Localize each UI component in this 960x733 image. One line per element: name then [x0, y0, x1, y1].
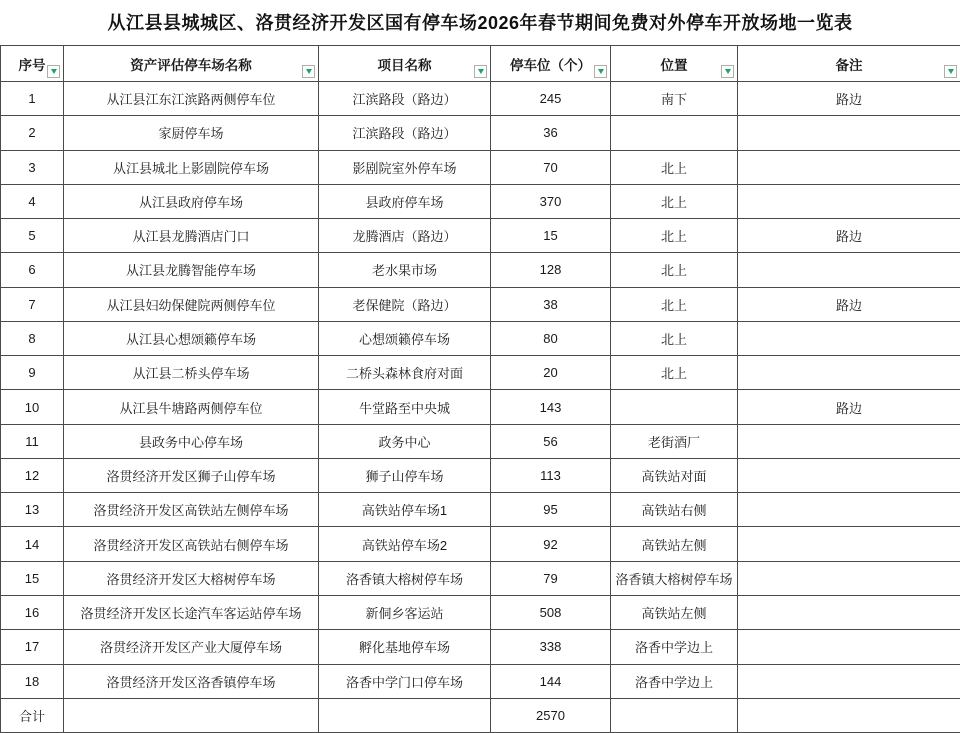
spaces-count-cell: 92	[491, 527, 611, 561]
row-number-cell: 15	[1, 561, 64, 595]
column-header-location	[611, 46, 738, 82]
total-location-empty	[611, 699, 738, 733]
column-header-label: 位置	[660, 57, 688, 73]
table-row	[1, 561, 960, 595]
table-row	[1, 184, 960, 218]
parking-lot-name-cell: 家厨停车场	[64, 116, 319, 150]
spaces-count-cell: 95	[491, 493, 611, 527]
remark-cell	[738, 630, 960, 664]
spaces-count-cell: 113	[491, 458, 611, 492]
parking-lot-name-cell: 洛贯经济开发区高铁站右侧停车场	[64, 527, 319, 561]
spaces-count-cell: 508	[491, 595, 611, 629]
remark-cell	[738, 527, 960, 561]
location-cell: 洛香中学边上	[611, 630, 738, 664]
project-name-cell: 新侗乡客运站	[319, 595, 491, 629]
remark-cell	[738, 493, 960, 527]
table-row	[1, 630, 960, 664]
remark-cell	[738, 424, 960, 458]
total-row	[1, 699, 960, 733]
parking-lot-name-cell: 洛贯经济开发区高铁站左侧停车场	[64, 493, 319, 527]
parking-lot-name-cell: 从江县龙腾酒店门口	[64, 219, 319, 253]
column-header-spaces	[491, 46, 611, 82]
spaces-count-cell: 144	[491, 664, 611, 698]
spaces-count-cell: 15	[491, 219, 611, 253]
filter-dropdown-icon	[478, 69, 484, 74]
column-header-label: 备注	[835, 57, 863, 73]
column-header-parking-name	[64, 46, 319, 82]
project-name-cell: 老保健院（路边）	[319, 287, 491, 321]
remark-cell	[738, 356, 960, 390]
remark-cell	[738, 253, 960, 287]
table-row	[1, 219, 960, 253]
table-row	[1, 595, 960, 629]
parking-lot-name-cell: 从江县江东江滨路两侧停车位	[64, 82, 319, 116]
parking-lot-name-cell: 从江县心想颂籁停车场	[64, 321, 319, 355]
location-cell: 高铁站左侧	[611, 595, 738, 629]
table-row	[1, 287, 960, 321]
remark-cell	[738, 458, 960, 492]
parking-lot-name-cell: 从江县政府停车场	[64, 184, 319, 218]
row-number-cell: 2	[1, 116, 64, 150]
location-cell: 洛香镇大榕树停车场	[611, 561, 738, 595]
spaces-count-cell: 36	[491, 116, 611, 150]
row-number-cell: 11	[1, 424, 64, 458]
table-body	[1, 82, 960, 699]
parking-lot-name-cell: 县政务中心停车场	[64, 424, 319, 458]
parking-lot-name-cell: 从江县龙腾智能停车场	[64, 253, 319, 287]
filter-dropdown-icon	[306, 69, 312, 74]
column-header-seq	[1, 46, 64, 82]
location-cell: 北上	[611, 356, 738, 390]
location-cell: 北上	[611, 287, 738, 321]
autofilter-button-spaces[interactable]	[594, 65, 607, 78]
location-cell	[611, 390, 738, 424]
total-label: 合计	[1, 699, 64, 733]
spaces-count-cell: 70	[491, 150, 611, 184]
filter-dropdown-icon	[948, 69, 954, 74]
total-project-name-empty	[319, 699, 491, 733]
table-row	[1, 82, 960, 116]
location-cell: 高铁站左侧	[611, 527, 738, 561]
remark-cell	[738, 595, 960, 629]
row-number-cell: 7	[1, 287, 64, 321]
spaces-count-cell: 56	[491, 424, 611, 458]
table-row	[1, 527, 960, 561]
row-number-cell: 17	[1, 630, 64, 664]
row-number-cell: 12	[1, 458, 64, 492]
project-name-cell: 政务中心	[319, 424, 491, 458]
page-title: 从江县县城城区、洛贯经济开发区国有停车场2026年春节期间免费对外停车开放场地一览表	[107, 13, 853, 33]
table-row	[1, 458, 960, 492]
project-name-cell: 高铁站停车场1	[319, 493, 491, 527]
column-header-label: 项目名称	[377, 57, 432, 73]
row-number-cell: 4	[1, 184, 64, 218]
filter-dropdown-icon	[725, 69, 731, 74]
remark-cell	[738, 116, 960, 150]
project-name-cell: 高铁站停车场2	[319, 527, 491, 561]
project-name-cell: 洛香镇大榕树停车场	[319, 561, 491, 595]
remark-cell	[738, 150, 960, 184]
total-spaces-value: 2570	[491, 699, 611, 733]
table-row	[1, 253, 960, 287]
row-number-cell: 3	[1, 150, 64, 184]
project-name-cell: 龙腾酒店（路边）	[319, 219, 491, 253]
project-name-cell: 江滨路段（路边）	[319, 82, 491, 116]
project-name-cell: 县政府停车场	[319, 184, 491, 218]
parking-lot-name-cell: 洛贯经济开发区长途汽车客运站停车场	[64, 595, 319, 629]
filter-dropdown-icon	[51, 69, 57, 74]
location-cell: 北上	[611, 184, 738, 218]
remark-cell: 路边	[738, 390, 960, 424]
column-header-label: 序号	[18, 57, 46, 73]
project-name-cell: 影剧院室外停车场	[319, 150, 491, 184]
parking-lot-name-cell: 洛贯经济开发区狮子山停车场	[64, 458, 319, 492]
project-name-cell: 狮子山停车场	[319, 458, 491, 492]
project-name-cell: 孵化基地停车场	[319, 630, 491, 664]
total-remark-empty	[738, 699, 960, 733]
row-number-cell: 6	[1, 253, 64, 287]
autofilter-button-parking-name[interactable]	[302, 65, 315, 78]
column-header-project-name	[319, 46, 491, 82]
autofilter-button-project-name[interactable]	[474, 65, 487, 78]
row-number-cell: 1	[1, 82, 64, 116]
row-number-cell: 18	[1, 664, 64, 698]
spaces-count-cell: 80	[491, 321, 611, 355]
row-number-cell: 14	[1, 527, 64, 561]
spaces-count-cell: 128	[491, 253, 611, 287]
table-header	[1, 46, 960, 82]
row-number-cell: 13	[1, 493, 64, 527]
location-cell: 北上	[611, 253, 738, 287]
table-row	[1, 493, 960, 527]
parking-table	[0, 45, 960, 733]
autofilter-button-remark[interactable]	[944, 65, 957, 78]
table-row	[1, 424, 960, 458]
row-number-cell: 5	[1, 219, 64, 253]
project-name-cell: 江滨路段（路边）	[319, 116, 491, 150]
spaces-count-cell: 338	[491, 630, 611, 664]
remark-cell: 路边	[738, 287, 960, 321]
total-parking-name-empty	[64, 699, 319, 733]
table-row	[1, 150, 960, 184]
table-footer	[1, 699, 960, 733]
parking-lot-name-cell: 洛贯经济开发区产业大厦停车场	[64, 630, 319, 664]
spaces-count-cell: 38	[491, 287, 611, 321]
row-number-cell: 16	[1, 595, 64, 629]
location-cell: 洛香中学边上	[611, 664, 738, 698]
filter-dropdown-icon	[598, 69, 604, 74]
spaces-count-cell: 143	[491, 390, 611, 424]
parking-lot-name-cell: 从江县牛塘路两侧停车位	[64, 390, 319, 424]
spaces-count-cell: 20	[491, 356, 611, 390]
project-name-cell: 牛堂路至中央城	[319, 390, 491, 424]
remark-cell: 路边	[738, 219, 960, 253]
spaces-count-cell: 245	[491, 82, 611, 116]
spaces-count-cell: 79	[491, 561, 611, 595]
location-cell: 北上	[611, 150, 738, 184]
table-row	[1, 664, 960, 698]
row-number-cell: 10	[1, 390, 64, 424]
remark-cell	[738, 321, 960, 355]
location-cell	[611, 116, 738, 150]
spaces-count-cell: 370	[491, 184, 611, 218]
remark-cell	[738, 184, 960, 218]
autofilter-button-location[interactable]	[721, 65, 734, 78]
project-name-cell: 心想颂籁停车场	[319, 321, 491, 355]
autofilter-button-seq[interactable]	[47, 65, 60, 78]
table-row	[1, 116, 960, 150]
table-row	[1, 390, 960, 424]
parking-lot-name-cell: 洛贯经济开发区大榕树停车场	[64, 561, 319, 595]
parking-lot-name-cell: 从江县二桥头停车场	[64, 356, 319, 390]
parking-lot-name-cell: 从江县城北上影剧院停车场	[64, 150, 319, 184]
parking-lot-name-cell: 洛贯经济开发区洛香镇停车场	[64, 664, 319, 698]
location-cell: 北上	[611, 321, 738, 355]
table-row	[1, 321, 960, 355]
header-row	[1, 46, 960, 82]
location-cell: 高铁站对面	[611, 458, 738, 492]
column-header-remark	[738, 46, 960, 82]
location-cell: 高铁站右侧	[611, 493, 738, 527]
project-name-cell: 老水果市场	[319, 253, 491, 287]
project-name-cell: 二桥头森林食府对面	[319, 356, 491, 390]
location-cell: 老街酒厂	[611, 424, 738, 458]
column-header-label: 资产评估停车场名称	[130, 57, 252, 73]
remark-cell	[738, 664, 960, 698]
row-number-cell: 9	[1, 356, 64, 390]
table-row	[1, 356, 960, 390]
remark-cell: 路边	[738, 82, 960, 116]
location-cell: 北上	[611, 219, 738, 253]
column-header-label: 停车位（个）	[510, 57, 591, 73]
remark-cell	[738, 561, 960, 595]
location-cell: 南下	[611, 82, 738, 116]
parking-lot-name-cell: 从江县妇幼保健院两侧停车位	[64, 287, 319, 321]
project-name-cell: 洛香中学门口停车场	[319, 664, 491, 698]
row-number-cell: 8	[1, 321, 64, 355]
